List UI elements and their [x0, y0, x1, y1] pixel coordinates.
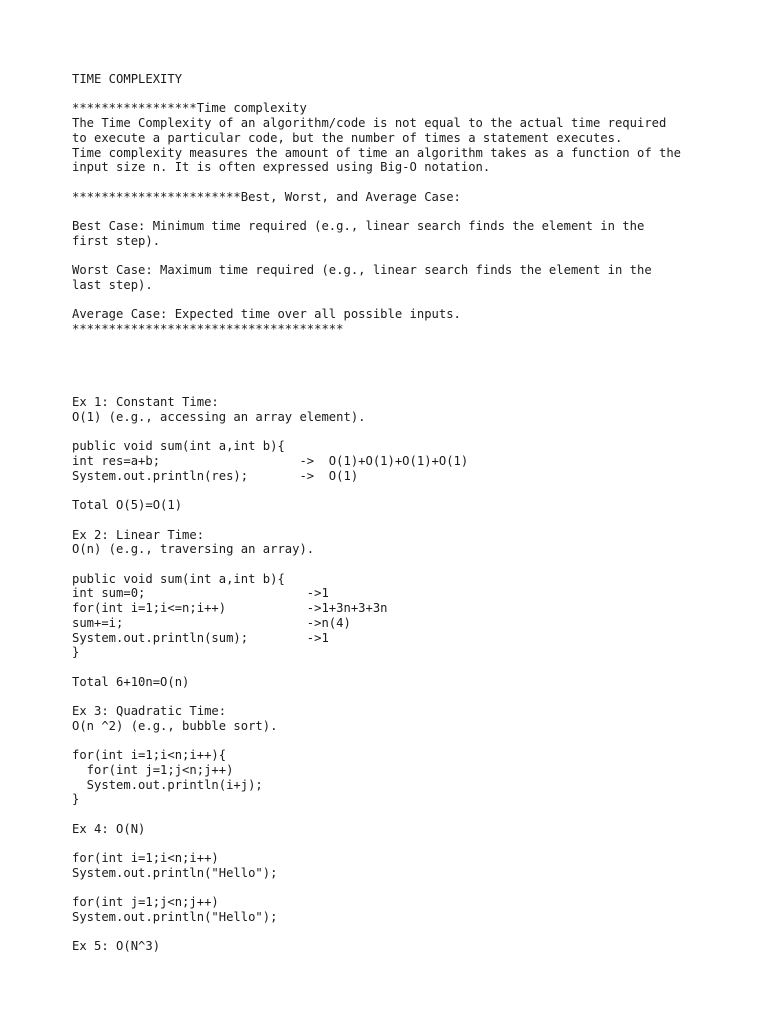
document-line [72, 689, 681, 704]
document-line: to execute a particular code, but the number of times a statement executes. [72, 130, 623, 145]
document-line [72, 557, 681, 572]
document-line: System.out.println("Hello"); [72, 909, 278, 924]
document-line [72, 513, 681, 528]
document-line [72, 381, 681, 396]
document-line [72, 660, 681, 675]
document-line [72, 880, 681, 895]
document-line: O(1) (e.g., accessing an array element). [72, 410, 366, 425]
document-line: TIME COMPLEXITY [72, 72, 183, 86]
document-line: last step). [72, 277, 153, 292]
document-line [72, 248, 681, 263]
document-line: first step). [72, 233, 161, 248]
document-line: System.out.println(i+j); [72, 777, 263, 792]
document-line: int res=a+b; -> O(1)+O(1)+O(1)+O(1) [72, 454, 469, 469]
document-line: ***********************Best, Worst, and Average Case: [72, 189, 461, 204]
document-line [72, 836, 681, 851]
document-line: Best Case: Minimum time required (e.g., linear search finds the element in the [72, 218, 645, 233]
document-line [72, 204, 681, 219]
document-line: public void sum(int a,int b){ [72, 571, 285, 586]
document-line: for(int j=1;j<n;j++) [72, 762, 234, 777]
document-line: System.out.println(res); -> O(1) [72, 468, 359, 483]
document-line: *****************Time complexity [72, 101, 307, 116]
document-line: Ex 2: Linear Time: [72, 527, 205, 542]
document-line: Total O(5)=O(1) [72, 498, 183, 513]
document-line: public void sum(int a,int b){ [72, 439, 285, 454]
document-line [72, 807, 681, 822]
document-line: } [72, 792, 80, 807]
document-body [72, 72, 681, 954]
document-line: for(int i=1;i<n;i++) [72, 850, 219, 865]
document-line: O(n ^2) (e.g., bubble sort). [72, 718, 278, 733]
document-line: for(int j=1;j<n;j++) [72, 895, 219, 910]
document-line: O(n) (e.g., traversing an array). [72, 542, 315, 557]
document-line: System.out.println("Hello"); [72, 865, 278, 880]
document-line: for(int i=1;i<n;i++){ [72, 748, 227, 763]
document-line [72, 175, 681, 190]
document-line [72, 351, 681, 366]
document-line: Ex 1: Constant Time: [72, 395, 219, 410]
document-line: Ex 4: O(N) [72, 821, 146, 836]
document-line: for(int i=1;i<=n;i++) ->1+3n+3+3n [72, 601, 388, 616]
document-line: } [72, 645, 80, 660]
document-line [72, 425, 681, 440]
document-line: input size n. It is often expressed using Big-O notation. [72, 160, 491, 175]
document-line [72, 366, 681, 381]
document-line: Total 6+10n=O(n) [72, 674, 190, 689]
document-line [72, 292, 681, 307]
document-line [72, 87, 681, 102]
document-line: int sum=0; ->1 [72, 586, 329, 601]
document-line: The Time Complexity of an algorithm/code is not equal to the actual time required [72, 116, 667, 131]
document-line: System.out.println(sum); ->1 [72, 630, 329, 645]
document-line: Ex 3: Quadratic Time: [72, 704, 227, 718]
document-line [72, 924, 681, 939]
document-line [72, 484, 681, 499]
document-line: Worst Case: Maximum time required (e.g., linear search finds the element in the [72, 263, 652, 278]
document-line: Average Case: Expected time over all possible inputs. [72, 307, 461, 322]
document-line: Time complexity measures the amount of time an algorithm takes as a function of the [72, 145, 682, 160]
document-line: ************************************* [72, 321, 344, 336]
document-line: Ex 5: O(N^3) [72, 939, 161, 954]
document-line [72, 733, 681, 748]
document-line [72, 337, 681, 352]
document-line: sum+=i; ->n(4) [72, 615, 351, 630]
